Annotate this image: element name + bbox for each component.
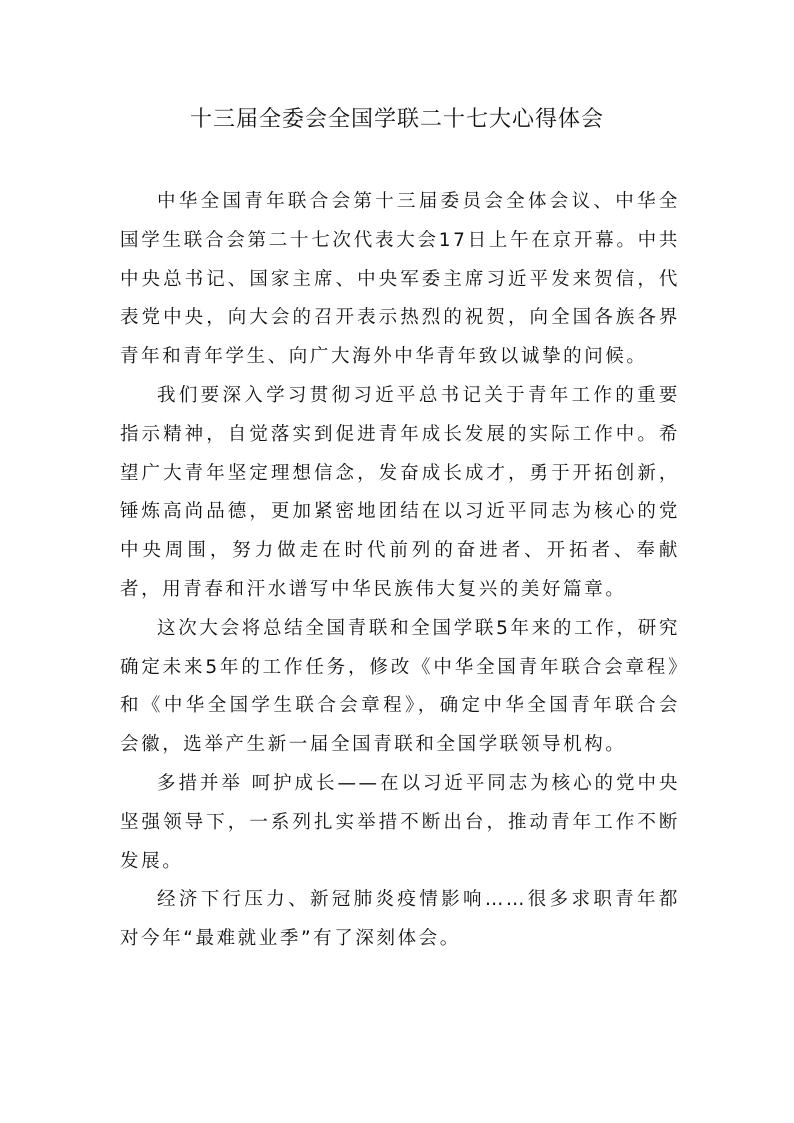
document-title: 十三届全委会全国学联二十七大心得体会 bbox=[189, 107, 604, 132]
paragraph: 我们要深入学习贯彻习近平总书记关于青年工作的重要指示精神，自觉落实到促进青年成长发展的实际工作中。希望广大青年坚定理想信念，发奋成长成才，勇于开拓创新，锤炼高尚品德，更加紧密地团结在以习近平同志为核心的党中央周围，努力做走在时代前列的奋进者、开拓者、奉献者，用青春和汗水谱写中华民族伟大复兴的美好篇章。 bbox=[120, 384, 680, 600]
paragraph: 这次大会将总结全国青联和全国学联5年来的工作，研究确定未来5年的工作任务，修改《中华全国青年联合会章程》和《中华全国学生联合会章程》，确定中华全国青年联合会会徽，选举产生新一届全国青联和全国学联领导机构。 bbox=[120, 617, 680, 756]
paragraph: 多措并举 呵护成长——在以习近平同志为核心的党中央坚强领导下，一系列扎实举措不断出台，推动青年工作不断发展。 bbox=[120, 772, 680, 872]
document-body bbox=[120, 183, 680, 959]
paragraph: 经济下行压力、新冠肺炎疫情影响……很多求职青年都对今年“最难就业季”有了深刻体会。 bbox=[120, 889, 680, 950]
paragraph: 中华全国青年联合会第十三届委员会全体会议、中华全国学生联合会第二十七次代表大会17日上午在京开幕。中共中央总书记、国家主席、中央军委主席习近平发来贺信，代表党中央，向大会的召开表示热烈的祝贺，向全国各族各界青年和青年学生、向广大海外中华青年致以诚挚的问候。 bbox=[120, 191, 680, 368]
